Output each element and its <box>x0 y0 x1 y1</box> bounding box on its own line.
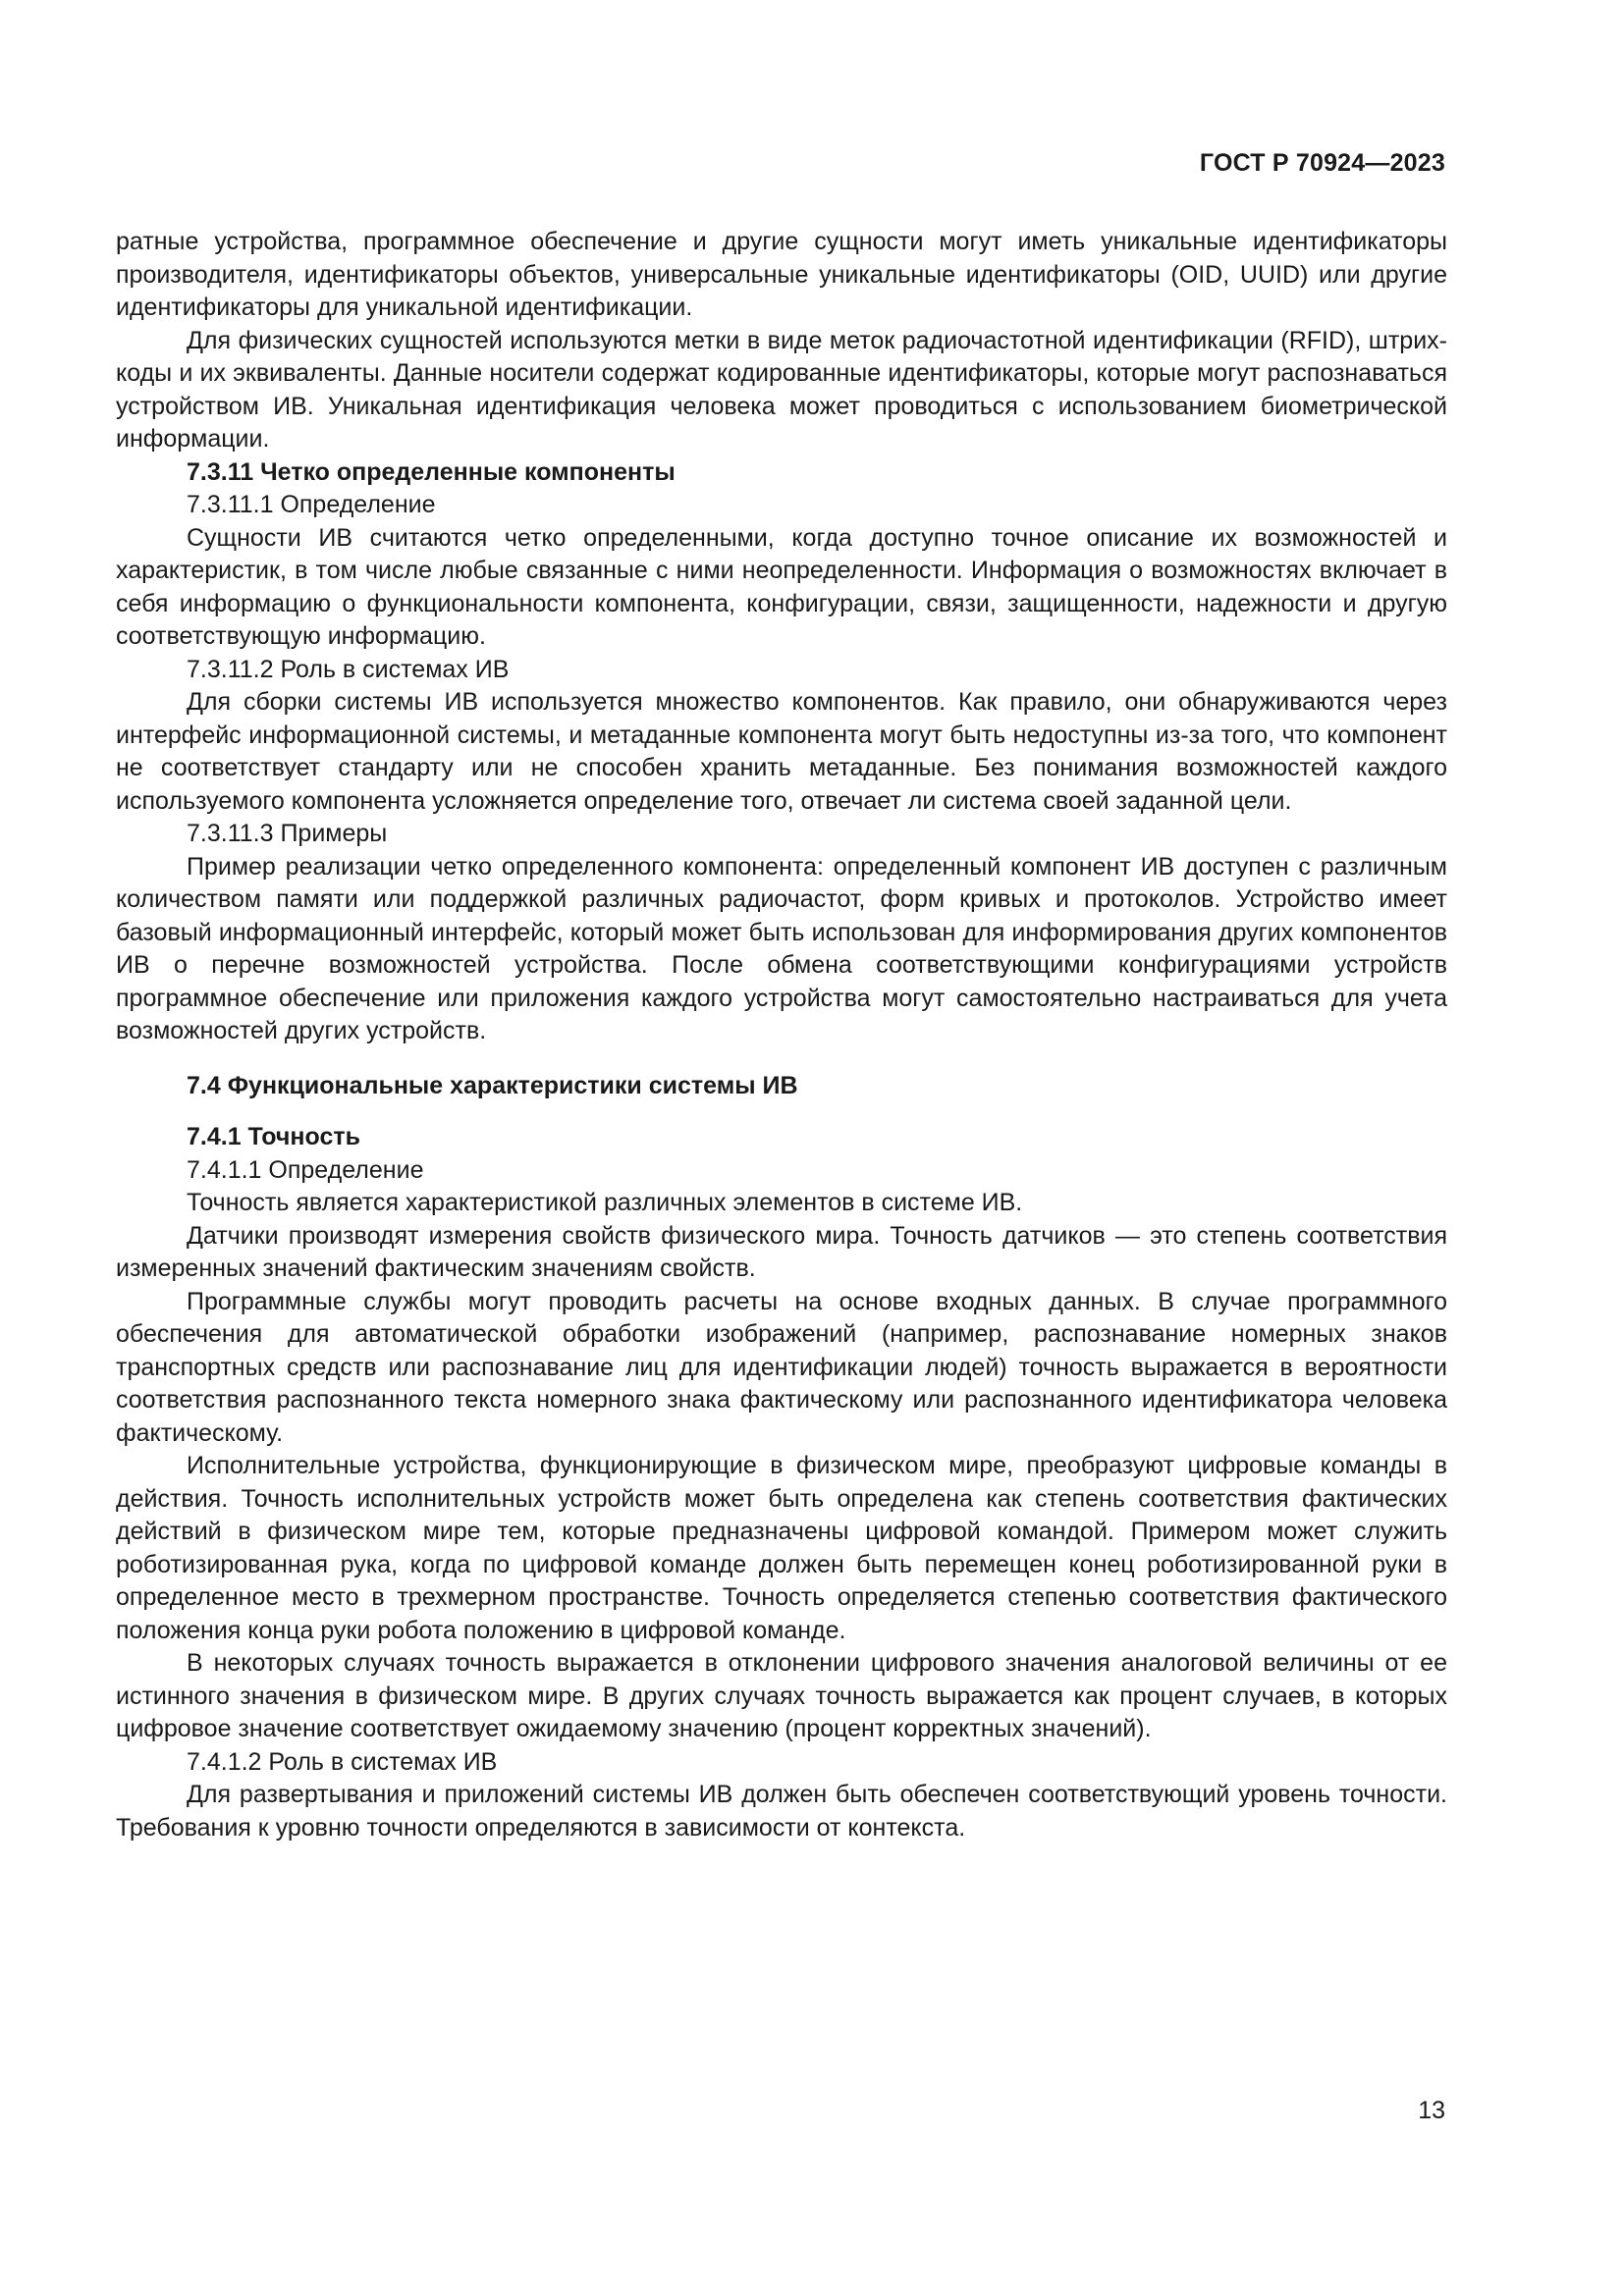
paragraph: Для развертывания и приложений системы ИВ должен быть обеспечен соответствующий уровень точности. Требования к уровню точности определяются в зависимости от контекста. <box>116 1781 1447 1842</box>
paragraph: Датчики производят измерения свойств физического мира. Точность датчиков — это степень соответствия измеренных значений фактическим значениям свойств. <box>116 1221 1447 1282</box>
subsection-heading-7-4-1-2: 7.4.1.2 Роль в системах ИВ <box>187 1747 498 1776</box>
paragraph: Сущности ИВ считаются четко определенными, когда доступно точное описание их возможностей и характеристик, в том числе любые связанные с ними неопределенности. Информация о возможностях включает в себя информацию о функциональности компонента, конфигурации, связи, защищенности, надежности и другую соответствующую информацию. <box>116 523 1447 650</box>
paragraph: Для сборки системы ИВ используется множество компонентов. Как правило, они обнаруживаются через интерфейс информационной системы, и метаданные компонента могут быть недоступны из-за того, что компонент не соответствует стандарту или не способен хранить метаданные. Без понимания возможностей каждого используемого компонента усложняется определение того, отвечает ли система своей заданной цели. <box>116 688 1447 815</box>
subsection-heading-7-3-11-1: 7.3.11.1 Определение <box>187 491 436 518</box>
document-body <box>116 226 1447 1844</box>
paragraph: Программные службы могут проводить расчеты на основе входных данных. В случае программного обеспечения для автоматической обработки изображений (например, распознавание номерных знаков транспортных средств или распознавание лиц для идентификации людей) точность выражается в вероятности соответствия распознанного текста номерного знака фактическому или распознанного идентификатора человека фактическому. <box>116 1287 1447 1447</box>
paragraph: В некоторых случаях точность выражается в отклонении цифрового значения аналоговой величины от ее истинного значения в физическом мире. В других случаях точность выражается как процент случаев, в которых цифровое значение соответствует ожидаемому значению (процент корректных значений). <box>116 1649 1447 1742</box>
subsection-heading-7-4-1-1: 7.4.1.1 Определение <box>187 1155 424 1184</box>
paragraph: Для физических сущностей используются метки в виде меток радиочастотной идентификации (RFID), штрих-коды и их эквиваленты. Данные носители содержат кодированные идентификаторы, которые могут распознаваться устройством ИВ. Уникальная идентификация человека может проводиться с использованием биометрической информации. <box>116 326 1447 453</box>
paragraph: ратные устройства, программное обеспечение и другие сущности могут иметь уникальные идентификаторы производителя, идентификаторы объектов, универсальные уникальные идентификаторы (OID, UUID) или другие идентификаторы для уникальной идентификации. <box>116 228 1447 321</box>
section-heading-7-4-1: 7.4.1 Точность <box>187 1123 360 1150</box>
section-heading-7-4: 7.4 Функциональные характеристики системы ИВ <box>187 1071 798 1099</box>
paragraph: Исполнительные устройства, функционирующие в физическом мире, преобразуют цифровые команды в действия. Точность исполнительных устройств может быть определена как степень соответствия фактических действий в физическом мире тем, которые предназначены цифровой командой. Примером может служить роботизированная рука, когда по цифровой команде должен быть перемещен конец роботизированной руки в определенное место в трехмерном пространстве. Точность определяется степенью соответствия фактического положения конца руки робота положению в цифровой команде. <box>116 1452 1447 1644</box>
section-heading-7-3-11: 7.3.11 Четко определенные компоненты <box>187 457 676 486</box>
paragraph: Пример реализации четко определенного компонента: определенный компонент ИВ доступен с различным количеством памяти или поддержкой различных радиочастот, форм кривых и протоколов. Устройство имеет базовый информационный интерфейс, который может быть использован для информирования других компонентов ИВ о перечне возможностей устройства. После обмена соответствующими конфигурациями устройств программное обеспечение или приложения каждого устройства могут самостоятельно настраиваться для учета возможностей других устройств. <box>116 852 1447 1044</box>
paragraph: Точность является характеристикой различных элементов в системе ИВ. <box>187 1189 1023 1216</box>
document-header: ГОСТ Р 70924—2023 <box>1199 149 1445 177</box>
page-number: 13 <box>1418 2097 1445 2124</box>
subsection-heading-7-3-11-3: 7.3.11.3 Примеры <box>187 820 388 847</box>
subsection-heading-7-3-11-2: 7.3.11.2 Роль в системах ИВ <box>187 655 510 683</box>
